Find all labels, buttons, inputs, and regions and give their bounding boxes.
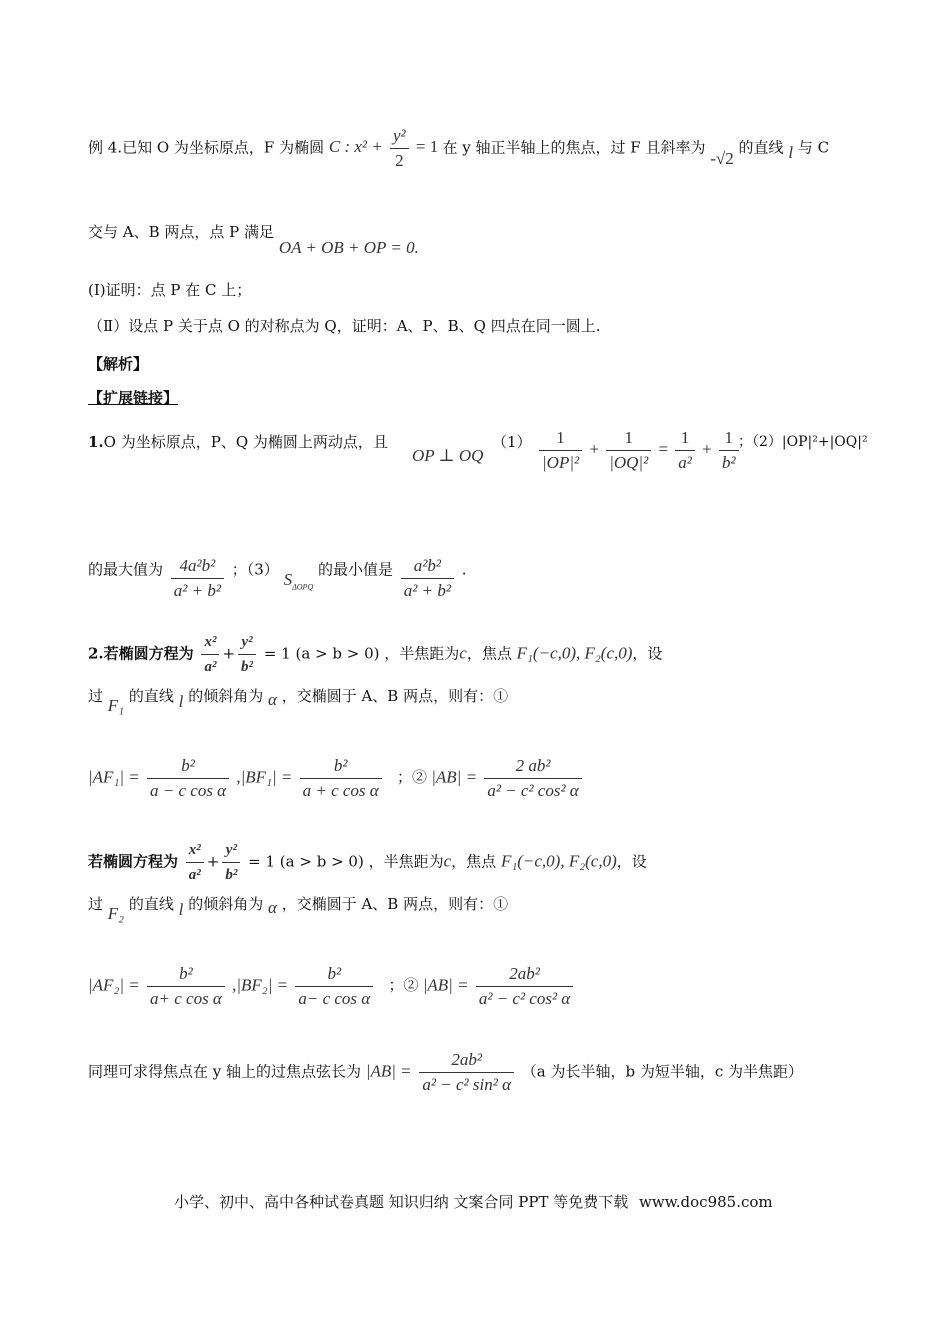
example-middle: 在 y 轴正半轴上的焦点，过 F 且斜率为: [442, 138, 706, 157]
alpha-symbol: α: [267, 898, 277, 917]
through-text: 过: [88, 895, 104, 913]
semi-focal-text: ，半焦距为: [384, 644, 460, 663]
example-prefix: 例 4.已知 O 为坐标原点，F 为椭圆: [88, 138, 325, 157]
part-2: （Ⅱ）设点 P 关于点 O 的对称点为 Q，证明：A、P、B、Q 四点在同一圆上.: [88, 317, 601, 335]
line-l: l: [788, 143, 794, 163]
max-prefix: 的最大值为: [88, 560, 164, 579]
example-line-1: [88, 126, 829, 171]
af2-fraction: [147, 964, 225, 1009]
eq-x-fraction: [186, 840, 204, 885]
ab3-num: 2ab²: [451, 1050, 483, 1069]
max-num: 4a²b²: [179, 556, 216, 575]
area-subscript: ΔOPQ: [292, 581, 314, 591]
plus-sign: +: [702, 439, 712, 459]
item3-text: 若椭圆方程为: [88, 852, 179, 871]
period: .: [461, 560, 467, 579]
min-fraction: [401, 556, 454, 601]
min-den: a² + b²: [403, 581, 451, 600]
frac-b-num: 1: [724, 428, 734, 447]
bf2-den: a− c cos α: [298, 989, 371, 1008]
af1-den: a − c cos α: [150, 781, 227, 800]
focus-text: ，焦点: [451, 852, 497, 871]
item3-line-1: [88, 840, 647, 885]
slope-value: -√2: [710, 149, 734, 169]
ab3-fraction: [419, 1050, 514, 1095]
foci-coords: F₁(−c,0), F₂(c,0): [500, 851, 617, 871]
ab2-fraction: [476, 964, 573, 1009]
circle-2: ；②: [396, 768, 427, 787]
item2-line-1: [88, 632, 662, 677]
eq-y-num: y²: [241, 634, 253, 650]
item2-text: 若椭圆方程为: [103, 644, 194, 663]
eq-y-den: b²: [225, 867, 238, 883]
equals-sign: =: [658, 439, 669, 459]
eq-y-fraction: [238, 632, 256, 677]
af1-num: b²: [181, 756, 195, 775]
frac-a-num: 1: [680, 428, 690, 447]
eq-rhs: = 1 (a > b > 0): [248, 852, 364, 871]
frac-b-den: b²: [722, 453, 736, 472]
item1-text: O 为坐标原点，P、Q 为椭圆上两动点，且: [103, 433, 388, 451]
frac-a: [675, 428, 695, 473]
line-text: 的直线: [128, 895, 174, 913]
frac-a-den: a²: [678, 453, 692, 472]
af2-num: b²: [179, 964, 193, 983]
item1-line-2: [88, 548, 467, 600]
frac-op: [539, 428, 582, 473]
max-den: a² + b²: [173, 581, 221, 600]
semi-focal-text: ，半焦距为: [368, 852, 444, 871]
bf2-fraction: [295, 964, 373, 1009]
c-symbol: c: [459, 643, 467, 663]
frac-oq-den: |OQ|²: [609, 453, 649, 472]
frac-oq: [606, 428, 651, 473]
ab-den: a² − c² cos² α: [487, 781, 579, 800]
frac-oq-num: 1: [624, 428, 633, 447]
item1-line: [88, 432, 388, 452]
ab3-den: a² − c² sin² α: [422, 1075, 511, 1094]
eq-y-num: y²: [225, 842, 237, 858]
af1-lhs: |AF₁| =: [88, 767, 140, 787]
bf2-lhs: ,|BF₂| =: [232, 975, 289, 995]
min-num: a²b²: [413, 556, 441, 575]
line-l: l: [178, 692, 184, 711]
eq-y-den: b²: [241, 659, 254, 675]
ellipse-rhs: = 1: [415, 137, 439, 157]
angle-text: 的倾斜角为: [188, 687, 264, 705]
ellipse-lhs: C : x² +: [328, 137, 387, 157]
item1-number: 1.: [88, 433, 104, 451]
item1-part1-label: （1）: [492, 433, 532, 451]
c-symbol: c: [443, 851, 452, 871]
eq-x-num: x²: [204, 634, 217, 650]
frac-op-num: 1: [556, 428, 565, 447]
example-tail: 与 C: [797, 138, 830, 157]
eq-rhs: = 1 (a > b > 0): [263, 644, 380, 663]
footer: [174, 1192, 773, 1212]
bf1-fraction: [300, 756, 382, 801]
eq-x-fraction: [201, 632, 219, 677]
part-1: (I)证明：点 P 在 C 上；: [88, 281, 252, 299]
foci-coords: F₁(−c,0), F₂(c,0): [516, 643, 633, 663]
item2-line-2: [88, 686, 509, 715]
item1-part2: ；（2）|OP|²+|OQ|²: [738, 434, 868, 450]
set-text: ，设: [632, 644, 663, 663]
note-text: （a 为长半轴，b 为短半轴，c 为半焦距）: [521, 1062, 804, 1081]
line-l: l: [178, 900, 184, 919]
area-symbol: [284, 570, 314, 589]
line-text: 的直线: [128, 687, 174, 705]
plus-sign: +: [589, 439, 599, 459]
focus-text: ，焦点: [466, 644, 512, 663]
part3-label: ；（3）: [231, 560, 279, 579]
footer-text: 小学、初中、高中各种试卷真题 知识归纳 文案合同 PPT 等免费下载: [174, 1193, 629, 1211]
line-label: 的直线: [738, 138, 784, 157]
frac-b: [719, 428, 739, 473]
eq-x-den: a²: [188, 867, 201, 883]
plus-sign: +: [206, 852, 220, 871]
similar-text: 同理可求得焦点在 y 轴上的过焦点弦长为: [88, 1062, 362, 1081]
af1-fraction: [147, 756, 229, 801]
analysis-heading: 【解析】: [88, 355, 149, 373]
area-s: S: [283, 569, 293, 589]
line2-prefix: 交与 A、B 两点，点 P 满足: [88, 223, 275, 241]
ab3-lhs: |AB| =: [365, 1061, 412, 1081]
frac-op-den: |OP|²: [542, 453, 580, 472]
max-fraction: [171, 556, 224, 601]
item2-formulas: [88, 756, 585, 801]
bf1-lhs: ,|BF₁| =: [236, 767, 293, 787]
similar-line: [88, 1050, 803, 1095]
ab-num: 2 ab²: [515, 756, 551, 775]
ellipse-equation: [328, 126, 443, 170]
ab-lhs: |AB| =: [431, 767, 478, 787]
example-line-2: [88, 222, 419, 257]
ellipse-num: y²: [393, 126, 406, 145]
eq-x-den: a²: [204, 659, 217, 675]
set-text: ，设: [616, 852, 647, 871]
item1-identity: [536, 428, 742, 473]
vector-equation: OA + OB + OP = 0.: [278, 238, 419, 257]
intersect-text: ，交椭圆于 A、B 两点，则有：①: [281, 687, 509, 705]
angle-text: 的倾斜角为: [188, 895, 264, 913]
ab-lhs: |AB| =: [422, 975, 469, 995]
footer-site[interactable]: www.doc985.com: [639, 1193, 773, 1211]
plus-sign: +: [222, 644, 236, 663]
ab2-num: 2ab²: [509, 964, 540, 983]
min-text: 的最小值是: [318, 560, 394, 579]
bf2-num: b²: [327, 964, 342, 983]
item3-formulas: [88, 964, 576, 1009]
ellipse-fraction: [390, 126, 409, 171]
through-text: 过: [88, 687, 104, 705]
f2-label: F₂: [107, 904, 125, 923]
ellipse-den: 2: [395, 151, 404, 170]
f1-label: F₁: [107, 696, 125, 715]
af2-lhs: |AF₂| =: [88, 975, 140, 995]
af2-den: a+ c cos α: [150, 989, 222, 1008]
intersect-text: ，交椭圆于 A、B 两点，则有：①: [281, 895, 509, 913]
ab-fraction: [484, 756, 581, 801]
circle-2: ；②: [388, 976, 419, 995]
alpha-symbol: α: [267, 690, 277, 709]
item1-condition: OP ⊥ OQ: [412, 446, 484, 465]
eq-y-fraction: [222, 840, 240, 885]
ab2-den: a² − c² cos² α: [478, 989, 571, 1008]
bf1-den: a + c cos α: [302, 781, 379, 800]
bf1-num: b²: [333, 756, 348, 775]
extension-heading: 【扩展链接】: [88, 389, 179, 407]
item3-line-2: [88, 894, 509, 923]
item2-number: 2.: [88, 644, 104, 663]
eq-x-num: x²: [188, 842, 201, 858]
